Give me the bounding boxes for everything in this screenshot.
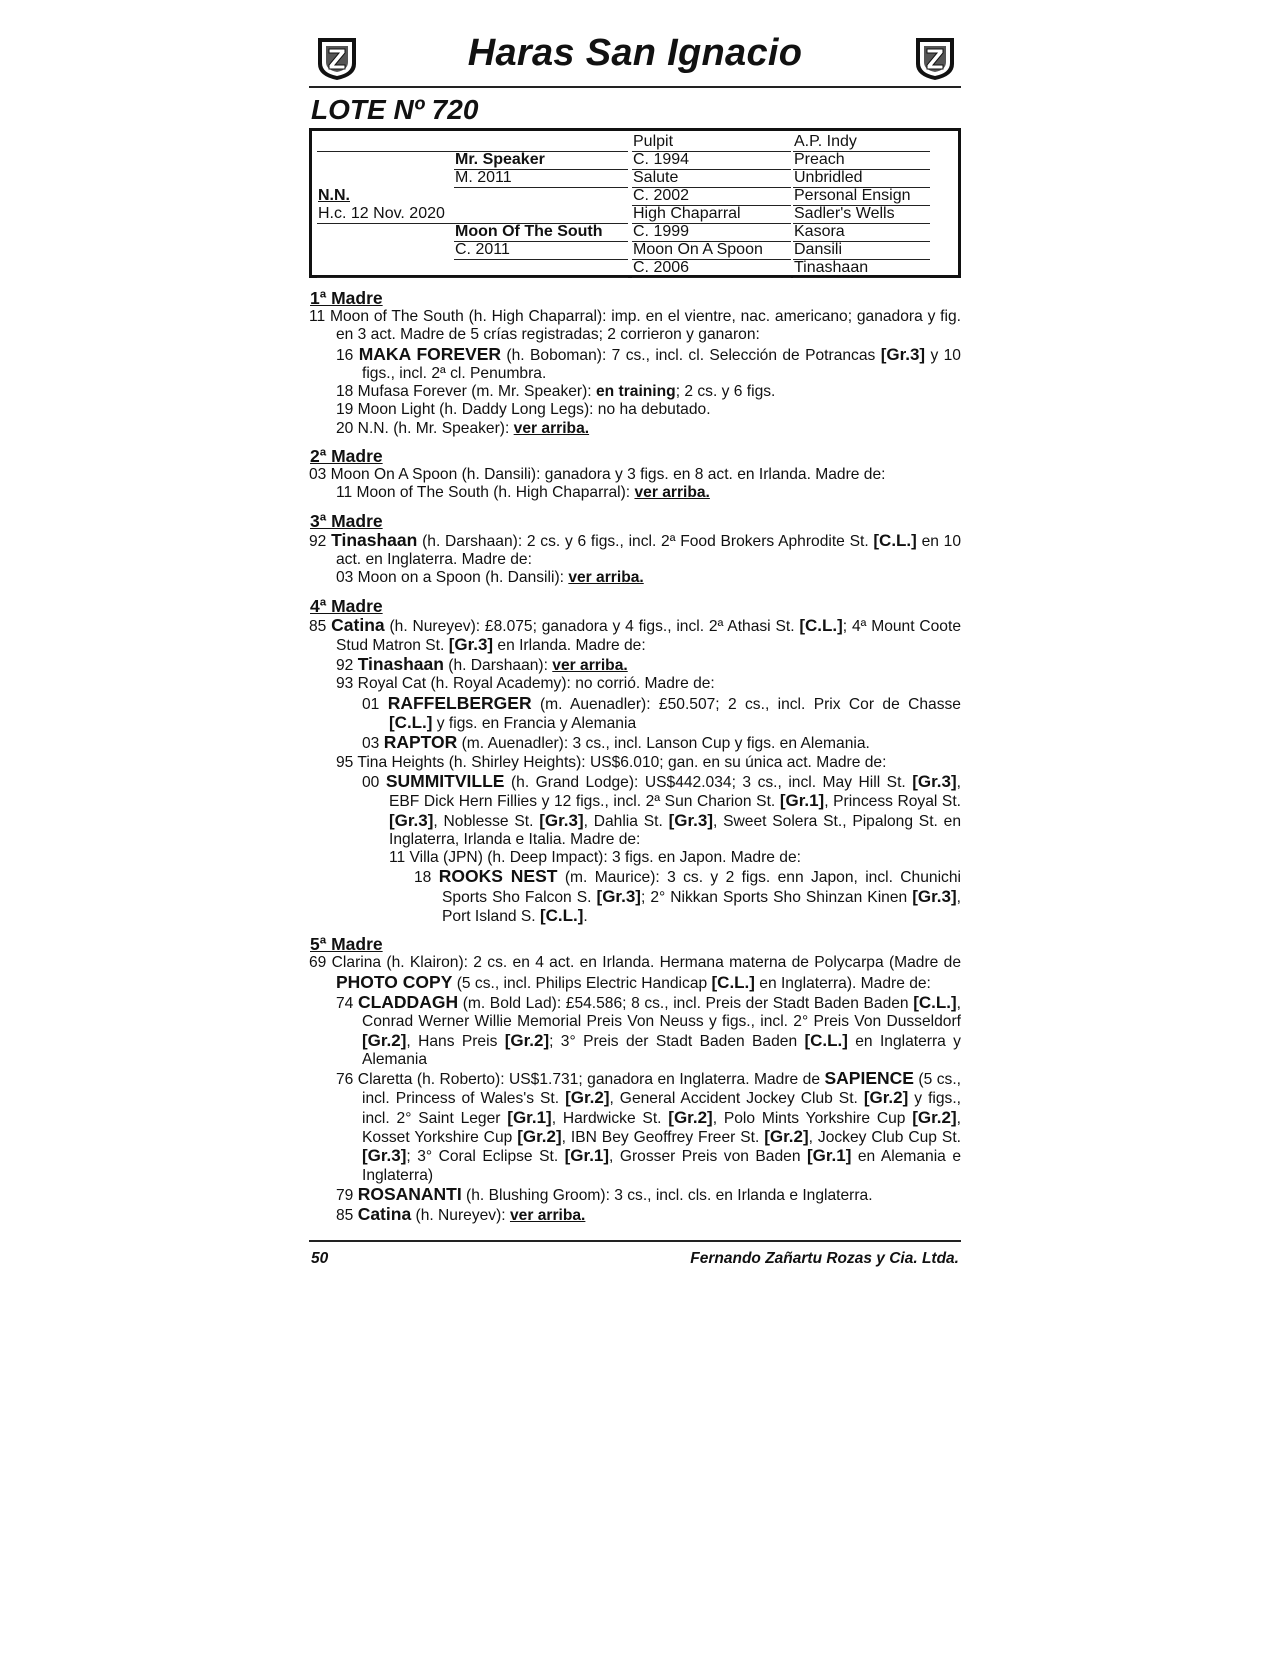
race-grade: [C.L.]	[539, 906, 584, 926]
pedigree-grandparent: Pulpit	[632, 133, 791, 152]
entry-text: (5 cs., incl. Philips Electric Handicap	[452, 974, 712, 992]
entry-text: (h. Nureyev): £8.075; ganadora y 4 figs., incl. 2ª Athasi St.	[384, 617, 800, 635]
entry-text: 03 Moon On A Spoon (h. Dansili): ganadora y 3 figs. en 8 act. en Irlanda. Madre de:	[309, 466, 886, 484]
produce-entry	[309, 383, 961, 401]
entry-text: ; 3° Preis der Stadt Baden Baden	[549, 1032, 805, 1050]
race-grade: [Gr.2]	[912, 1107, 957, 1127]
entry-text: (m. Maurice): 3 cs. y 2 figs. enn Japon, incl. Chunichi Sports Sho Falcon S.	[442, 869, 961, 906]
entry-text: en Inglaterra). Madre de:	[754, 974, 931, 992]
horse-name: ROOKS NEST	[438, 866, 558, 887]
produce-entry	[309, 867, 961, 926]
race-grade: [Gr.1]	[564, 1146, 610, 1166]
race-grade: [Gr.2]	[565, 1088, 610, 1108]
dam-section	[309, 288, 961, 438]
pedigree-great-grandparent: Sadler's Wells	[793, 205, 930, 224]
entry-text: 95 Tina Heights (h. Shirley Heights): US$6.010; gan. en su única act. Madre de:	[336, 753, 887, 771]
race-grade: [Gr.3]	[912, 886, 957, 906]
pedigree-great-grandparent: Personal Ensign	[793, 187, 930, 206]
pedigree-great-grandparent: A.P. Indy	[793, 133, 930, 152]
entry-text: , Polo Mints Yorkshire Cup	[712, 1109, 913, 1127]
entry-text: , Kosset Yorkshire Cup	[362, 1109, 961, 1146]
entry-text: , Hans Preis	[406, 1032, 505, 1050]
race-grade: [Gr.3]	[912, 771, 957, 791]
dam-section-heading: 1ª Madre	[310, 288, 383, 308]
race-grade: [Gr.3]	[448, 634, 494, 654]
site-title: Haras San Ignacio	[467, 32, 803, 74]
entry-text: 92	[336, 657, 358, 675]
race-grade: [C.L.]	[873, 530, 917, 550]
pedigree-sire: Mr. Speaker	[454, 151, 628, 170]
horse-name: Tinashaan	[357, 654, 444, 675]
produce-entry	[309, 655, 961, 675]
entry-text: , Princess Royal St.	[824, 793, 961, 811]
horse-name: Catina	[357, 1204, 412, 1225]
horse-name: SUMMITVILLE	[385, 770, 505, 791]
entry-text: .	[583, 908, 588, 926]
entry-text: ; 2° Nikkan Sports Sho Shinzan Kinen	[640, 888, 913, 906]
race-grade: [C.L.]	[711, 972, 755, 992]
cross-reference: ver arriba.	[513, 419, 590, 437]
produce-entry	[309, 484, 961, 502]
dam-section	[309, 511, 961, 588]
entry-text: 11 Moon of The South (h. High Chaparral): imp. en el vientre, nac. americano; ganadora y fig. en 3 act. Madre de 5 crías registradas; 2 corrieron y ganaron:	[309, 308, 961, 344]
race-grade: [Gr.3]	[389, 810, 434, 830]
produce-entry	[309, 772, 961, 849]
catalog-page	[309, 30, 961, 1225]
entry-text: , Hardwicke St.	[551, 1109, 669, 1127]
race-grade: [Gr.3]	[362, 1146, 407, 1166]
horse-name: Tinashaan	[331, 529, 418, 550]
entry-text: (h. Boboman): 7 cs., incl. cl. Selección de Potrancas	[501, 346, 881, 364]
entry-text: , Conrad Werner Willie Memorial Preis Von Neuss y figs., incl. 2° Preis Von Dusseldorf	[362, 994, 961, 1031]
race-grade: [Gr.2]	[517, 1126, 562, 1146]
race-grade: [C.L.]	[804, 1030, 848, 1050]
entry-text: 00	[362, 773, 386, 791]
entry-text: 20 N.N. (h. Mr. Speaker):	[336, 419, 514, 437]
entry-text: , EBF Dick Hern Fillies y 12 figs., incl. 2ª Sun Charion St.	[389, 773, 961, 811]
entry-text: , Sweet Solera St., Pipalong St. en Inglaterra, Irlanda e Italia. Madre de:	[389, 812, 962, 848]
pedigree-rule	[317, 259, 628, 278]
entry-text: 19 Moon Light (h. Daddy Long Legs): no ha debutado.	[336, 401, 711, 419]
entry-text: 01	[362, 695, 388, 713]
horse-name: SAPIENCE	[824, 1068, 914, 1089]
lote-title: LOTE Nº 720	[311, 94, 479, 125]
pedigree-grandparent-info: C. 1999	[632, 223, 791, 242]
pedigree-great-grandparent: Dansili	[793, 241, 930, 260]
race-grade: [Gr.1]	[779, 791, 825, 811]
horse-name: RAFFELBERGER	[387, 692, 532, 713]
pedigree-table	[309, 128, 961, 278]
entry-text: , Noblesse St.	[433, 812, 540, 830]
produce-entry	[309, 849, 961, 867]
entry-text: 03 Moon on a Spoon (h. Dansili):	[336, 569, 569, 587]
entry-text: en 10 act. en Inglaterra. Madre de:	[336, 532, 961, 568]
entry-text: ; 3° Coral Eclipse St.	[406, 1148, 565, 1166]
pedigree-grandparent-info: C. 1994	[632, 151, 791, 170]
entry-text: (h. Grand Lodge): US$442.034; 3 cs., incl. May Hill St.	[504, 773, 913, 791]
race-grade: [Gr.2]	[764, 1126, 809, 1146]
entry-text: y figs., incl. 2° Saint Leger	[362, 1090, 961, 1127]
pedigree-great-grandparent: Tinashaan	[793, 259, 930, 278]
entry-text: 79	[336, 1186, 358, 1204]
produce-entry	[309, 1205, 961, 1225]
dam-section	[309, 446, 961, 503]
entry-text: 74	[336, 994, 358, 1012]
dam-section	[309, 934, 961, 1225]
entry-text: , IBN Bey Geoffrey Freer St.	[561, 1128, 765, 1146]
entry-text: en Alemania e Inglaterra)	[362, 1148, 961, 1184]
race-grade: [Gr.1]	[507, 1107, 552, 1127]
race-grade: [Gr.3]	[539, 810, 584, 830]
dam-section	[309, 596, 961, 927]
cross-reference: ver arriba.	[634, 484, 710, 502]
entry-text: , General Accident Jockey Club St.	[609, 1090, 864, 1108]
horse-name: MAKA FOREVER	[358, 343, 502, 364]
entry-text: en Irlanda. Madre de:	[493, 636, 646, 654]
entry-text: (h. Darshaan): 2 cs. y 6 figs., incl. 2ª Food Brokers Aphrodite St.	[417, 532, 874, 550]
race-grade: [Gr.3]	[668, 810, 713, 830]
entry-text: (m. Auenadler): 3 cs., incl. Lanson Cup y figs. en Alemania.	[457, 735, 870, 753]
entry-text: (m. Auenadler): £50.507; 2 cs., incl. Prix Cor de Chasse	[531, 695, 961, 713]
dam-section-heading: 2ª Madre	[310, 446, 383, 467]
produce-entry	[309, 954, 961, 993]
dam-section-heading: 4ª Madre	[310, 595, 383, 616]
horse-name: RAPTOR	[383, 732, 458, 753]
entry-text: (m. Bold Lad): £54.586; 8 cs., incl. Preis der Stadt Baden Baden	[458, 994, 914, 1012]
pedigree-grandparent: Salute	[632, 169, 791, 188]
cross-reference: ver arriba.	[568, 569, 644, 587]
produce-entry	[309, 733, 961, 753]
race-grade: [Gr.3]	[596, 886, 641, 906]
horse-name: Catina	[331, 614, 385, 635]
entry-text: , Port Island S.	[442, 888, 961, 926]
pedigree-grandparent-info: C. 2002	[632, 187, 791, 206]
pedigree-great-grandparent: Preach	[793, 151, 930, 170]
entry-text: , Dahlia St.	[583, 812, 669, 830]
race-grade: [Gr.1]	[806, 1146, 852, 1166]
entry-text: , Jockey Club Cup St.	[808, 1128, 961, 1146]
produce-entry	[309, 401, 961, 419]
race-grade: [Gr.2]	[863, 1088, 909, 1108]
entry-text: 85	[309, 617, 332, 635]
pedigree-dam-info: C. 2011	[454, 241, 628, 260]
entry-text: 03	[362, 735, 384, 753]
race-grade: [C.L.]	[913, 992, 957, 1012]
entry-text: 92	[309, 532, 332, 550]
pedigree-grandparent: Moon On A Spoon	[632, 241, 791, 260]
entry-text: 11 Villa (JPN) (h. Deep Impact): 3 figs. en Japon. Madre de:	[389, 849, 801, 867]
race-grade: [Gr.2]	[504, 1030, 550, 1050]
entry-text: (h. Darshaan):	[443, 657, 553, 675]
entry-text: 18	[414, 869, 439, 887]
entry-text: en Inglaterra y Alemania	[362, 1032, 961, 1068]
entry-text: 76 Claretta (h. Roberto): US$1.731; ganadora en Inglaterra. Madre de	[336, 1071, 825, 1089]
horse-name: CLADDAGH	[357, 991, 459, 1012]
race-grade: [Gr.3]	[880, 344, 926, 364]
pedigree-grandparent: High Chaparral	[632, 205, 791, 224]
dam-section-heading: 5ª Madre	[310, 934, 383, 955]
entry-text: (h. Nureyev):	[411, 1207, 510, 1225]
cross-reference: ver arriba.	[509, 1207, 586, 1225]
produce-entry	[309, 420, 961, 438]
entry-text: 16	[336, 346, 359, 364]
entry-text: , Grosser Preis von Baden	[609, 1148, 807, 1166]
cross-reference: ver arriba.	[552, 657, 628, 675]
pedigree-rule	[317, 133, 628, 152]
entry-text: 85	[336, 1207, 358, 1225]
entry-text: ; 4ª Mount Coote Stud Matron St.	[336, 617, 961, 654]
entry-text: 93 Royal Cat (h. Royal Academy): no corrió. Madre de:	[336, 675, 715, 693]
entry-text: ; 2 cs. y 6 figs.	[675, 383, 776, 401]
zanartu-shield-logo-icon	[912, 34, 958, 82]
race-grade: [Gr.2]	[362, 1030, 407, 1050]
publisher-name: Fernando Zañartu Rozas y Cia. Ltda.	[690, 1250, 959, 1267]
produce-entry	[309, 1185, 961, 1205]
produce-entry	[309, 308, 961, 345]
produce-entry	[309, 466, 961, 484]
dam-section-heading: 3ª Madre	[310, 510, 383, 531]
pedigree-dam: Moon Of The South	[454, 223, 628, 242]
horse-name: PHOTO COPY	[336, 971, 453, 992]
pedigree-grandparent-info: C. 2006	[632, 259, 791, 278]
entry-text: en training	[595, 383, 676, 401]
family-notes	[309, 288, 961, 1225]
entry-text: y figs. en Francia y Alemania	[432, 715, 637, 733]
entry-text: (5 cs., incl. Princess of Wales's St.	[362, 1071, 961, 1108]
pedigree-sire-info: M. 2011	[454, 169, 628, 188]
produce-entry	[309, 694, 961, 734]
race-grade: [C.L.]	[799, 615, 843, 635]
race-grade: [Gr.2]	[668, 1107, 713, 1127]
entry-text: y 10 figs., incl. 2ª cl. Penumbra.	[362, 346, 961, 382]
produce-entry	[309, 531, 961, 570]
produce-entry	[309, 345, 961, 384]
produce-entry	[309, 616, 961, 656]
page-footer	[309, 1240, 961, 1270]
entry-text: 69 Clarina (h. Klairon): 2 cs. en 4 act. en Irlanda. Hermana materna de Polycarpa (Madre de	[309, 954, 961, 972]
entry-text: (h. Blushing Groom): 3 cs., incl. cls. en Irlanda e Inglaterra.	[461, 1186, 873, 1204]
page-number: 50	[311, 1250, 329, 1267]
produce-entry	[309, 754, 961, 772]
pedigree-horse-info: H.c. 12 Nov. 2020	[317, 205, 628, 224]
entry-text: 11 Moon of The South (h. High Chaparral):	[336, 484, 635, 502]
produce-entry	[309, 569, 961, 587]
produce-entry	[309, 675, 961, 693]
pedigree-horse: N.N.	[318, 187, 350, 204]
entry-text: 18 Mufasa Forever (m. Mr. Speaker):	[336, 383, 596, 401]
pedigree-great-grandparent: Kasora	[793, 223, 930, 242]
produce-entry	[309, 993, 961, 1069]
page-header	[309, 30, 961, 88]
horse-name: ROSANANTI	[357, 1183, 462, 1204]
race-grade: [C.L.]	[389, 713, 433, 733]
pedigree-great-grandparent: Unbridled	[793, 169, 930, 188]
produce-entry	[309, 1069, 961, 1185]
